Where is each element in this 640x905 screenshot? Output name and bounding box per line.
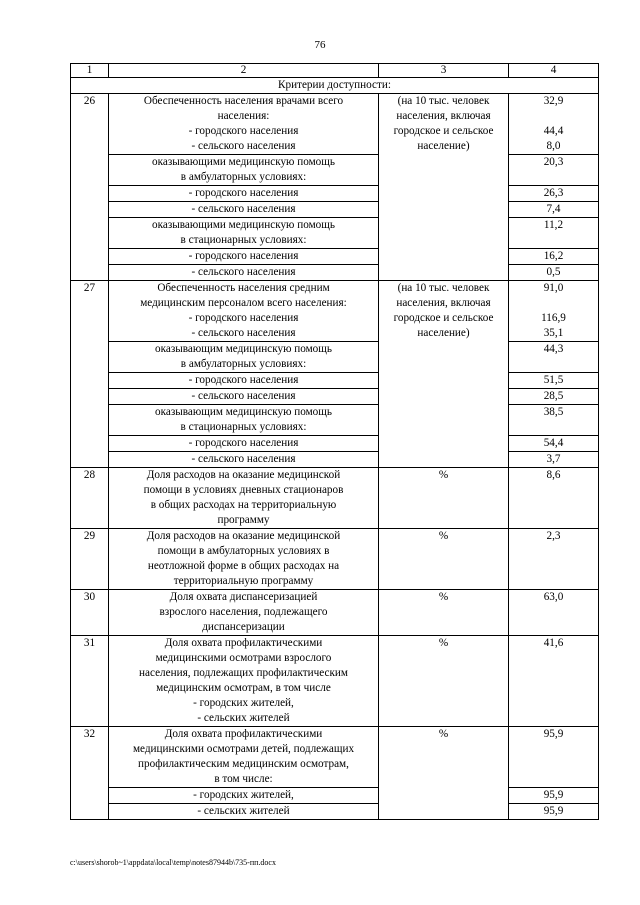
table-row bbox=[71, 529, 599, 590]
value-line: 44,3 bbox=[543, 343, 564, 355]
criterion-text bbox=[109, 94, 379, 155]
value-line: 28,5 bbox=[543, 390, 564, 402]
value-line: 91,0 bbox=[543, 282, 564, 294]
value-line bbox=[512, 357, 595, 372]
row-number: 28 bbox=[71, 468, 109, 529]
criterion-line: в амбулаторных условиях: bbox=[180, 171, 307, 183]
indicator-value bbox=[509, 249, 599, 265]
table-row bbox=[71, 373, 599, 389]
criterion-line: - городского населения bbox=[188, 437, 299, 449]
value-line: 44,4 bbox=[543, 125, 564, 137]
value-line bbox=[512, 483, 595, 498]
value-line bbox=[512, 513, 595, 528]
value-line: 8,6 bbox=[546, 469, 561, 481]
criterion-text bbox=[109, 529, 379, 590]
row-number: 26 bbox=[71, 94, 109, 281]
row-number: 31 bbox=[71, 636, 109, 727]
criterion-line: - городского населения bbox=[188, 125, 299, 137]
criterion-line: оказывающим медицинскую помощь bbox=[155, 406, 332, 418]
unit-of-measure: (на 10 тыс. человек населения, включая городское и сельское население) bbox=[379, 94, 509, 281]
value-line: 2,3 bbox=[546, 530, 561, 542]
indicator-value bbox=[509, 636, 599, 727]
criterion-line: оказывающими медицинскую помощь bbox=[152, 156, 335, 168]
value-line: 3,7 bbox=[546, 453, 561, 465]
value-line bbox=[512, 605, 595, 620]
criterion-line: - городских жителей, bbox=[193, 789, 294, 801]
criterion-text bbox=[109, 342, 379, 373]
indicator-value bbox=[509, 727, 599, 788]
indicator-value bbox=[509, 405, 599, 436]
criterion-line: в амбулаторных условиях: bbox=[180, 358, 307, 370]
indicator-value bbox=[509, 452, 599, 468]
table-row bbox=[71, 452, 599, 468]
indicator-value bbox=[509, 186, 599, 202]
criterion-line: Обеспеченность населения средним bbox=[157, 282, 330, 294]
indicator-value bbox=[509, 281, 599, 342]
criterion-line: в стационарных условиях: bbox=[180, 234, 307, 246]
indicator-value bbox=[509, 94, 599, 155]
value-line: 7,4 bbox=[546, 203, 561, 215]
section-title-row bbox=[71, 78, 599, 94]
value-line bbox=[512, 696, 595, 711]
value-line: 32,9 bbox=[543, 95, 564, 107]
value-line bbox=[512, 233, 595, 248]
indicator-value bbox=[509, 529, 599, 590]
indicator-value bbox=[509, 155, 599, 186]
criterion-text bbox=[109, 804, 379, 820]
criterion-line: - городского населения bbox=[188, 187, 299, 199]
page-number: 76 bbox=[314, 39, 326, 51]
table-header-row bbox=[71, 64, 599, 78]
table-row bbox=[71, 218, 599, 249]
criterion-text bbox=[109, 405, 379, 436]
criterion-line: - сельского населения bbox=[191, 203, 296, 215]
value-line: 35,1 bbox=[543, 327, 564, 339]
section-title: Критерии доступности: bbox=[71, 78, 599, 94]
criterion-text bbox=[109, 452, 379, 468]
table-row bbox=[71, 186, 599, 202]
criterion-line: населения: bbox=[217, 110, 270, 122]
criterion-text bbox=[109, 788, 379, 804]
criterion-line: неотложной форме в общих расходах на bbox=[147, 560, 340, 572]
criterion-line: - сельских жителей bbox=[197, 805, 290, 817]
criterion-line: Доля расходов на оказание медицинской bbox=[146, 469, 341, 481]
criterion-text bbox=[109, 186, 379, 202]
criterion-line: медицинским персоналом всего населения: bbox=[140, 297, 347, 309]
criterion-line: - городского населения bbox=[188, 312, 299, 324]
criterion-line: в общих расходах на территориальную bbox=[150, 499, 337, 511]
criteria-table bbox=[70, 63, 599, 820]
indicator-value bbox=[509, 265, 599, 281]
criterion-text bbox=[109, 202, 379, 218]
criterion-text bbox=[109, 218, 379, 249]
criterion-line: медицинскими осмотрами взрослого bbox=[155, 652, 332, 664]
criterion-text bbox=[109, 727, 379, 788]
header-col-2: 2 bbox=[109, 64, 379, 78]
value-line: 54,4 bbox=[543, 437, 564, 449]
criterion-line: взрослого населения, подлежащего bbox=[159, 606, 328, 618]
unit-of-measure: % bbox=[379, 529, 509, 590]
header-col-1: 1 bbox=[71, 64, 109, 78]
value-line: 11,2 bbox=[543, 219, 564, 231]
table-row bbox=[71, 155, 599, 186]
criterion-line: - городских жителей, bbox=[193, 697, 294, 709]
table-row bbox=[71, 202, 599, 218]
criterion-line: Доля охвата профилактическими bbox=[164, 637, 323, 649]
criterion-line: программу bbox=[217, 514, 270, 526]
criterion-text bbox=[109, 155, 379, 186]
value-line bbox=[512, 296, 595, 311]
criterion-text bbox=[109, 265, 379, 281]
value-line: 95,9 bbox=[543, 805, 564, 817]
table-row bbox=[71, 590, 599, 636]
criterion-text bbox=[109, 590, 379, 636]
criterion-line: - городского населения bbox=[188, 374, 299, 386]
value-line bbox=[512, 681, 595, 696]
value-line bbox=[512, 620, 595, 635]
indicator-value bbox=[509, 468, 599, 529]
table-row bbox=[71, 265, 599, 281]
row-number: 29 bbox=[71, 529, 109, 590]
table-row bbox=[71, 389, 599, 405]
value-line: 63,0 bbox=[543, 591, 564, 603]
value-line bbox=[512, 109, 595, 124]
row-number: 32 bbox=[71, 727, 109, 820]
value-line: 95,9 bbox=[543, 789, 564, 801]
value-line bbox=[512, 651, 595, 666]
value-line: 0,5 bbox=[546, 266, 561, 278]
criterion-line: населения, подлежащих профилактическим bbox=[139, 667, 348, 679]
row-number: 27 bbox=[71, 281, 109, 468]
criterion-line: помощи в условиях дневных стационаров bbox=[143, 484, 344, 496]
header-col-4: 4 bbox=[509, 64, 599, 78]
criterion-line: - сельского населения bbox=[191, 453, 296, 465]
criterion-line: медицинским осмотрам, в том числе bbox=[156, 682, 331, 694]
table-row bbox=[71, 636, 599, 727]
criterion-line: Доля охвата профилактическими bbox=[164, 728, 323, 740]
value-line: 116,9 bbox=[541, 312, 566, 324]
indicator-value bbox=[509, 804, 599, 820]
value-line: 51,5 bbox=[543, 374, 564, 386]
value-line: 41,6 bbox=[543, 637, 564, 649]
value-line bbox=[512, 757, 595, 772]
table-row bbox=[71, 281, 599, 342]
value-line bbox=[512, 574, 595, 589]
indicator-value bbox=[509, 590, 599, 636]
value-line bbox=[512, 170, 595, 185]
criterion-text bbox=[109, 636, 379, 727]
value-line: 26,3 bbox=[543, 187, 564, 199]
table-row bbox=[71, 804, 599, 820]
table-row bbox=[71, 249, 599, 265]
criterion-text bbox=[109, 373, 379, 389]
value-line bbox=[512, 772, 595, 787]
criterion-line: - сельского населения bbox=[191, 140, 296, 152]
indicator-value bbox=[509, 389, 599, 405]
unit-of-measure: (на 10 тыс. человек населения, включая городское и сельское население) bbox=[379, 281, 509, 468]
criterion-line: профилактическим медицинским осмотрам, bbox=[138, 758, 349, 770]
value-line bbox=[512, 544, 595, 559]
criterion-line: Доля расходов на оказание медицинской bbox=[146, 530, 341, 542]
value-line bbox=[512, 559, 595, 574]
file-path-footer: c:\users\shorob~1\appdata\local\temp\notes87944b\735-пп.docx bbox=[70, 858, 276, 867]
criterion-text bbox=[109, 249, 379, 265]
value-line: 8,0 bbox=[546, 140, 561, 152]
indicator-value bbox=[509, 218, 599, 249]
unit-of-measure: % bbox=[379, 468, 509, 529]
criterion-line: Доля охвата диспансеризацией bbox=[169, 591, 318, 603]
criterion-line: оказывающими медицинскую помощь bbox=[152, 219, 335, 231]
table-row bbox=[71, 727, 599, 788]
value-line bbox=[512, 498, 595, 513]
value-line bbox=[512, 742, 595, 757]
criterion-line: медицинскими осмотрами детей, подлежащих bbox=[132, 743, 355, 755]
criterion-text bbox=[109, 436, 379, 452]
table-row bbox=[71, 436, 599, 452]
unit-of-measure: % bbox=[379, 590, 509, 636]
criterion-line: - сельского населения bbox=[191, 266, 296, 278]
criterion-line: помощи в амбулаторных условиях в bbox=[157, 545, 330, 557]
indicator-value bbox=[509, 788, 599, 804]
unit-of-measure: % bbox=[379, 636, 509, 727]
criterion-line: - городского населения bbox=[188, 250, 299, 262]
criterion-line: диспансеризации bbox=[202, 621, 285, 633]
table-row bbox=[71, 468, 599, 529]
criterion-text bbox=[109, 468, 379, 529]
indicator-value bbox=[509, 436, 599, 452]
criterion-line: территориальную программу bbox=[173, 575, 314, 587]
table-row bbox=[71, 342, 599, 373]
criterion-line: - сельских жителей bbox=[197, 712, 290, 724]
indicator-value bbox=[509, 202, 599, 218]
value-line bbox=[512, 666, 595, 681]
value-line bbox=[512, 711, 595, 726]
table-row bbox=[71, 94, 599, 155]
table-row bbox=[71, 405, 599, 436]
indicator-value bbox=[509, 342, 599, 373]
criterion-line: - сельского населения bbox=[191, 327, 296, 339]
value-line: 20,3 bbox=[543, 156, 564, 168]
value-line: 16,2 bbox=[543, 250, 564, 262]
value-line: 95,9 bbox=[543, 728, 564, 740]
header-col-3: 3 bbox=[379, 64, 509, 78]
criterion-text bbox=[109, 281, 379, 342]
criterion-line: в том числе: bbox=[214, 773, 273, 785]
indicator-value bbox=[509, 373, 599, 389]
criterion-line: - сельского населения bbox=[191, 390, 296, 402]
criterion-text bbox=[109, 389, 379, 405]
criterion-line: оказывающим медицинскую помощь bbox=[155, 343, 332, 355]
row-number: 30 bbox=[71, 590, 109, 636]
table-row bbox=[71, 788, 599, 804]
criterion-line: Обеспеченность населения врачами всего bbox=[143, 95, 344, 107]
value-line: 38,5 bbox=[543, 406, 564, 418]
criterion-line: в стационарных условиях: bbox=[180, 421, 307, 433]
unit-of-measure: % bbox=[379, 727, 509, 820]
value-line bbox=[512, 420, 595, 435]
